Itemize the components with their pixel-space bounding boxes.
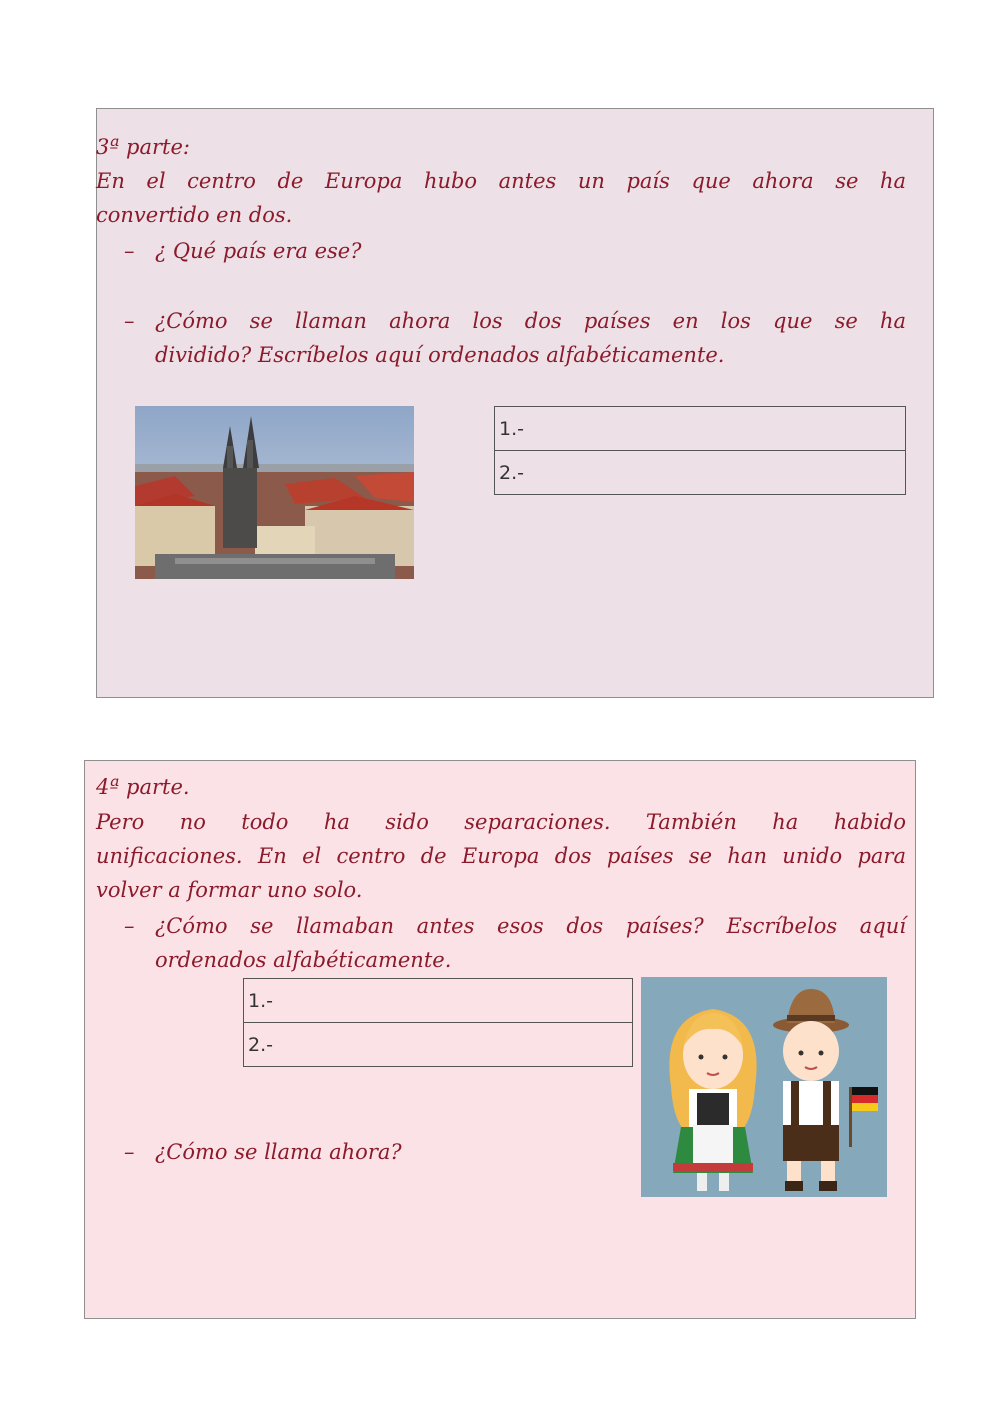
part4-question1-line2: ordenados alfabéticamente. <box>155 948 452 972</box>
part4-intro-line2: unificaciones. En el centro de Europa dos países se han unido para <box>96 844 906 868</box>
flag-pole <box>849 1087 852 1147</box>
part4-answer-row-2[interactable]: 2.- <box>244 1023 633 1067</box>
germany-flag-icon <box>852 1087 878 1095</box>
german-children-illustration <box>641 977 887 1197</box>
part4-heading: 4ª parte. <box>96 775 190 799</box>
german-kids-image <box>641 977 887 1197</box>
part4-answer-table <box>243 978 633 1067</box>
part3-answer-row-1[interactable]: 1.- <box>495 407 906 451</box>
part4-intro-line1: Pero no todo ha sido separaciones. También ha habido <box>96 810 906 834</box>
part3-bullet-2: – <box>124 309 135 333</box>
prague-photo <box>135 406 414 579</box>
part4-bullet-1: – <box>124 914 135 938</box>
part3-question2-line1: ¿Cómo se llaman ahora los dos países en los que se ha <box>155 309 906 333</box>
part3-bullet-1: – <box>124 239 135 263</box>
part3-heading: 3ª parte: <box>96 135 190 159</box>
part3-question2-line2: dividido? Escríbelos aquí ordenados alfabéticamente. <box>155 343 725 367</box>
part3-answer-row-2[interactable]: 2.- <box>495 451 906 495</box>
part4-bullet-2: – <box>124 1140 135 1164</box>
part3-question1: ¿ Qué país era ese? <box>155 239 362 263</box>
part3-answer-table <box>494 406 906 495</box>
part4-question1-line1: ¿Cómo se llamaban antes esos dos países? Escríbelos aquí <box>155 914 906 938</box>
prague-cityscape-image <box>135 406 414 579</box>
part3-intro-line2: convertido en dos. <box>96 203 293 227</box>
part3-intro-line1: En el centro de Europa hubo antes un país que ahora se ha <box>96 169 906 193</box>
part4-question2: ¿Cómo se llama ahora? <box>155 1140 402 1164</box>
part4-intro-line3: volver a formar uno solo. <box>96 878 363 902</box>
part4-answer-row-1[interactable]: 1.- <box>244 979 633 1023</box>
